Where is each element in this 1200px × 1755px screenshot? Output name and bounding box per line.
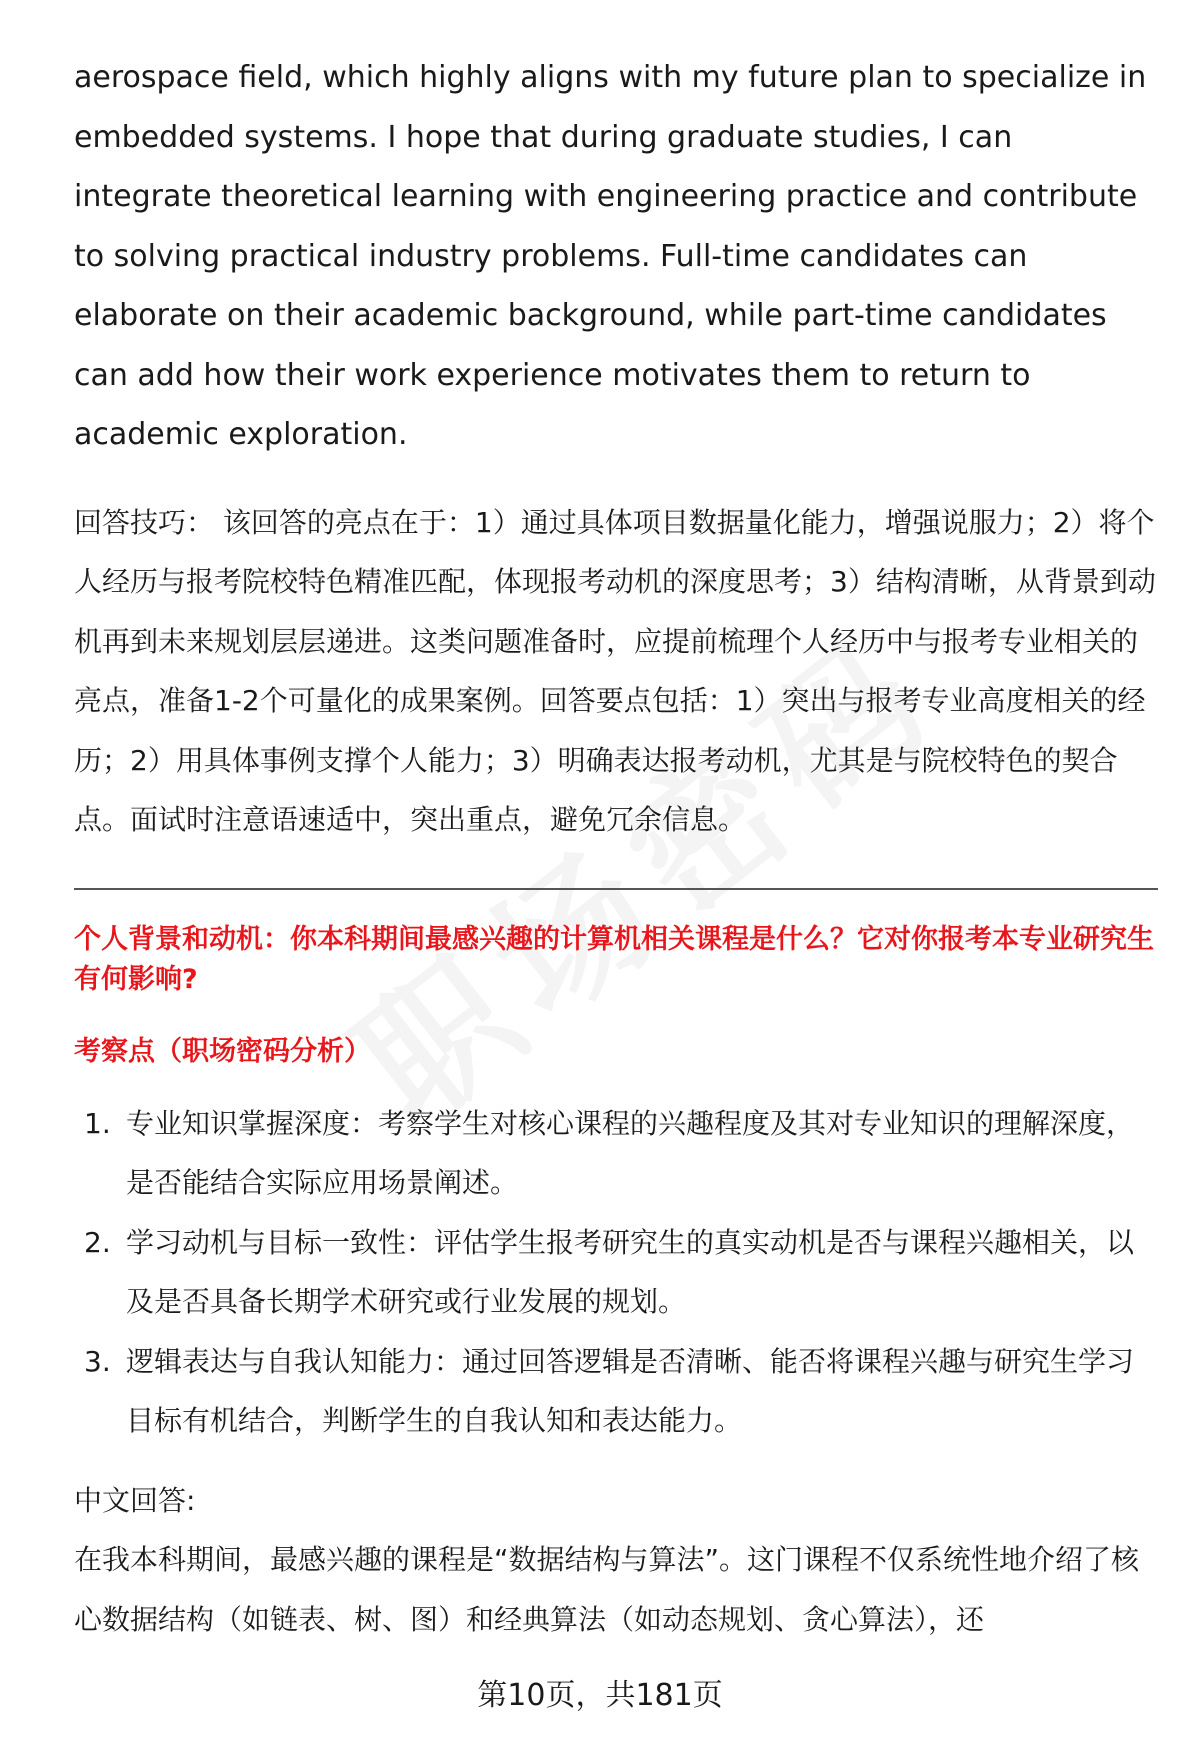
intro-paragraph: aerospace field, which highly aligns with my future plan to specialize in embedded systems. I hope that during graduate studies, I can integrate theoretical learning with engineering practice and contribute to solving practical industry problems. Full-time candidates can elaborate on their academic background, while part-time candidates can add how their work experience motivates them to return to academic exploration. [74,60,1147,452]
list-item-text: 逻辑表达与自我认知能力：通过回答逻辑是否清晰、能否将课程兴趣与研究生学习目标有机结合，判断学生的自我认知和表达能力。 [126,1344,1135,1437]
list-item [74,1332,1158,1451]
page-content [74,48,1158,1649]
tips-paragraph: 回答技巧： 该回答的亮点在于：1）通过具体项目数据量化能力，增强说服力；2）将个人经历与报考院校特色精准匹配，体现报考动机的深度思考；3）结构清晰，从背景到动机再到未来规划层层递进。这类问题准备时，应提前梳理个人经历中与报考专业相关的亮点，准备1-2个可量化的成果案例。回答要点包括：1）突出与报考专业高度相关的经历；2）用具体事例支撑个人能力；3）明确表达报考动机，尤其是与院校特色的契合点。面试时注意语速适中，突出重点，避免冗余信息。 [74,505,1156,836]
list-item-text: 学习动机与目标一致性：评估学生报考研究生的真实动机是否与课程兴趣相关，以及是否具备长期学术研究或行业发展的规划。 [126,1225,1135,1318]
question-heading: 个人背景和动机：你本科期间最感兴趣的计算机相关课程是什么？它对你报考本专业研究生有何影响? [74,923,1154,995]
answer-label: 中文回答: [74,1483,196,1517]
list-item-text: 专业知识掌握深度：考察学生对核心课程的兴趣程度及其对专业知识的理解深度，是否能结合实际应用场景阐述。 [126,1106,1135,1199]
section-heading: 考察点（职场密码分析） [74,1035,371,1067]
list-item-number: 2. [84,1225,111,1259]
divider [74,888,1158,890]
list-item-number: 3. [84,1344,111,1378]
list-item [74,1213,1158,1332]
point-list [74,1094,1158,1451]
page-number: 第10页，共181页 [477,1678,723,1713]
answer-text: 在我本科期间，最感兴趣的课程是“数据结构与算法”。这门课程不仅系统性地介绍了核心数据结构（如链表、树、图）和经典算法（如动态规划、贪心算法），还 [74,1543,1140,1636]
list-item-number: 1. [84,1106,111,1140]
list-item [74,1094,1158,1213]
